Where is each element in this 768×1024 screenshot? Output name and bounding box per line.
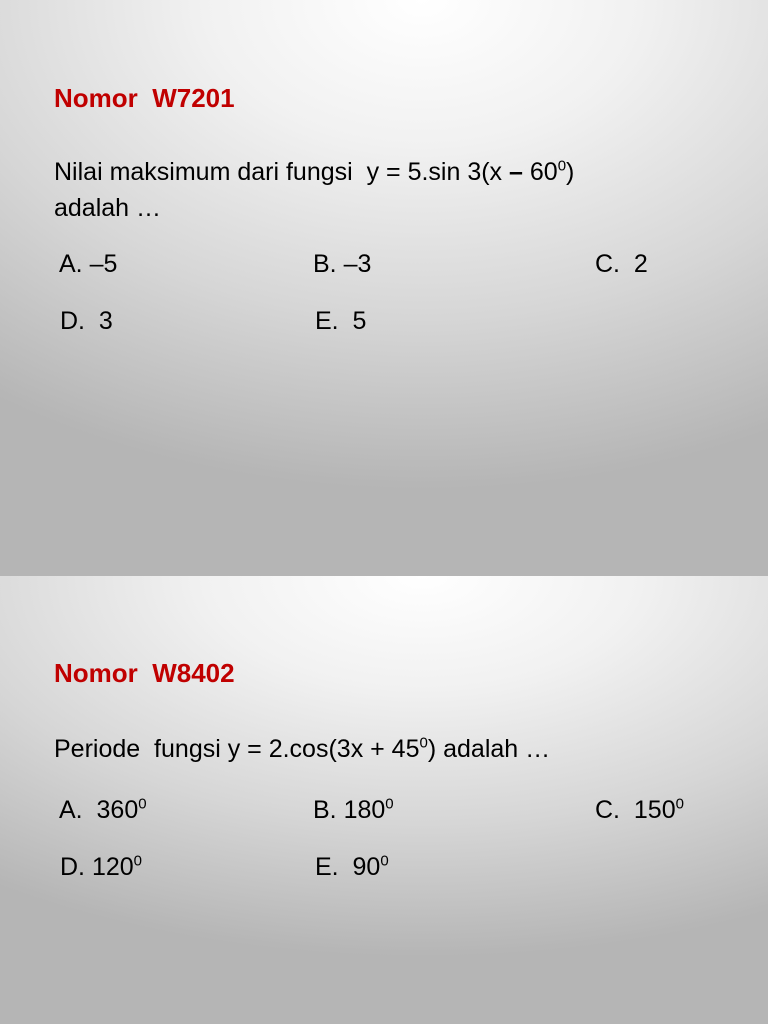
degree-superscript: 0 [133, 852, 143, 870]
question-text-before: Periode fungsi y = 2.cos(3x + 45 [54, 735, 420, 763]
option-value: –3 [336, 250, 372, 278]
question-text [54, 154, 734, 226]
option-value: 150 [620, 796, 676, 824]
option-b[interactable] [313, 795, 394, 824]
option-value: 90 [338, 853, 381, 881]
option-letter: B. [313, 250, 337, 278]
question-text-after: ) adalah … [427, 735, 551, 763]
degree-superscript: 0 [380, 852, 389, 870]
question-text [54, 731, 734, 767]
question-number-title: Nomor W7201 [54, 83, 235, 113]
degree-superscript: 0 [675, 795, 684, 813]
option-letter: E. [315, 307, 339, 335]
option-value: 5 [338, 307, 367, 335]
option-letter: D. [60, 853, 85, 881]
minus-operator: – [509, 158, 523, 186]
option-value: 120 [85, 853, 134, 881]
option-e[interactable] [315, 852, 389, 881]
option-b[interactable] [313, 252, 371, 277]
option-c[interactable] [595, 252, 648, 277]
option-value: 2 [620, 250, 648, 278]
degree-superscript: 0 [557, 157, 567, 175]
option-letter: A. [59, 250, 83, 278]
degree-superscript: 0 [419, 734, 428, 752]
option-letter: D. [60, 307, 85, 335]
option-value: 180 [336, 796, 386, 824]
option-letter: C. [595, 250, 620, 278]
option-letter: C. [595, 796, 620, 824]
option-letter: A. [59, 796, 83, 824]
option-letter: E. [315, 853, 339, 881]
option-c[interactable] [595, 795, 684, 824]
option-value: –5 [82, 250, 118, 278]
option-d[interactable] [60, 852, 143, 881]
question-text-before: Nilai maksimum dari fungsi y = 5.sin 3(x [54, 158, 510, 186]
degree-superscript: 0 [138, 795, 147, 813]
degree-superscript: 0 [385, 795, 394, 813]
option-e[interactable] [315, 309, 366, 334]
option-value: 360 [82, 796, 139, 824]
option-letter: B. [313, 796, 337, 824]
slide-2 [0, 576, 768, 1024]
question-text-after: ) adalah … [54, 158, 575, 222]
question-number-title: Nomor W8402 [54, 658, 235, 688]
option-a[interactable] [59, 795, 147, 824]
option-d[interactable] [60, 309, 113, 334]
question-text-mid: 60 [522, 158, 558, 186]
option-a[interactable] [59, 252, 117, 277]
option-value: 3 [85, 307, 113, 335]
